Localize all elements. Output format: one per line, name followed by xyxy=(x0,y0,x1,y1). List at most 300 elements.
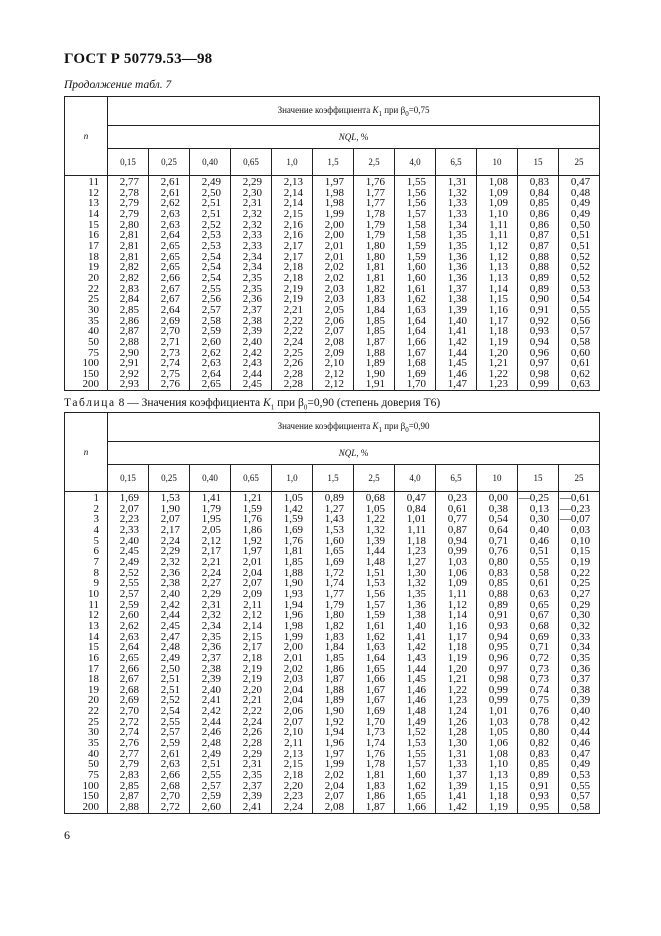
value-cell: 0,35 xyxy=(559,653,600,664)
column-header: 0,40 xyxy=(190,149,231,176)
value-cell: 0,95 xyxy=(518,802,559,813)
value-cell: 2,21 xyxy=(231,695,272,706)
value-cell: 0,53 xyxy=(559,770,600,781)
value-cell: 2,59 xyxy=(149,738,190,749)
value-cell: 2,32 xyxy=(149,557,190,568)
value-cell: 1,56 xyxy=(395,188,436,199)
row-n-cell: 7 xyxy=(65,557,108,568)
table-row xyxy=(65,337,600,348)
table-row xyxy=(65,492,600,504)
value-cell: 2,17 xyxy=(272,252,313,263)
value-cell: 1,85 xyxy=(354,326,395,337)
value-cell: 0,33 xyxy=(559,632,600,643)
row-n-cell: 19 xyxy=(65,685,108,696)
value-cell: 1,39 xyxy=(354,536,395,547)
value-cell: 1,59 xyxy=(272,514,313,525)
value-cell: 2,00 xyxy=(272,642,313,653)
value-cell: 2,45 xyxy=(108,546,149,557)
value-cell: 0,56 xyxy=(559,316,600,327)
value-cell: 2,42 xyxy=(231,348,272,359)
value-cell: 0,68 xyxy=(518,621,559,632)
value-cell: 2,77 xyxy=(108,176,149,188)
value-cell: 1,85 xyxy=(313,653,354,664)
column-header: 0,40 xyxy=(190,465,231,492)
value-cell: 2,24 xyxy=(272,802,313,813)
value-cell: 1,59 xyxy=(231,504,272,515)
row-n-cell: 11 xyxy=(65,600,108,611)
value-cell: 1,68 xyxy=(395,358,436,369)
column-header: 15 xyxy=(518,149,559,176)
value-cell: 2,00 xyxy=(313,220,354,231)
column-header-row xyxy=(65,465,600,492)
value-cell: 0,40 xyxy=(559,706,600,717)
value-cell: 1,59 xyxy=(395,241,436,252)
value-cell: 2,60 xyxy=(108,610,149,621)
value-cell: 1,34 xyxy=(436,220,477,231)
value-cell: 1,42 xyxy=(395,642,436,653)
value-cell: 1,58 xyxy=(395,220,436,231)
value-cell: 2,66 xyxy=(149,273,190,284)
table-row xyxy=(65,241,600,252)
value-cell: 0,89 xyxy=(518,284,559,295)
value-cell: 1,93 xyxy=(272,589,313,600)
value-cell: —0,07 xyxy=(559,514,600,525)
value-cell: 2,55 xyxy=(149,717,190,728)
column-header: 25 xyxy=(559,465,600,492)
value-cell: 2,43 xyxy=(231,358,272,369)
value-cell: 2,93 xyxy=(108,379,149,390)
value-cell: 0,90 xyxy=(518,294,559,305)
nql-header: NQL, % xyxy=(108,442,600,465)
column-header: 0,25 xyxy=(149,149,190,176)
value-cell: 1,55 xyxy=(395,176,436,188)
value-cell: 1,42 xyxy=(272,504,313,515)
value-cell: 2,16 xyxy=(272,220,313,231)
value-cell: 1,41 xyxy=(436,791,477,802)
value-cell: 1,79 xyxy=(354,230,395,241)
row-n-cell: 19 xyxy=(65,262,108,273)
value-cell: 1,13 xyxy=(477,273,518,284)
value-cell: 1,61 xyxy=(395,284,436,295)
value-cell: 2,57 xyxy=(149,727,190,738)
value-cell: 1,87 xyxy=(354,337,395,348)
column-header-row xyxy=(65,149,600,176)
row-n-cell: 150 xyxy=(65,369,108,380)
value-cell: 0,87 xyxy=(518,241,559,252)
row-n-cell: 18 xyxy=(65,252,108,263)
value-cell: 1,64 xyxy=(395,326,436,337)
value-cell: 2,74 xyxy=(149,358,190,369)
value-cell: 1,33 xyxy=(436,759,477,770)
value-cell: 2,82 xyxy=(108,273,149,284)
value-cell: 1,10 xyxy=(477,759,518,770)
value-cell: 1,27 xyxy=(313,504,354,515)
value-cell: 0,54 xyxy=(477,514,518,525)
value-cell: 1,38 xyxy=(436,294,477,305)
value-cell: 1,33 xyxy=(436,198,477,209)
value-cell: 1,36 xyxy=(436,252,477,263)
value-cell: 0,29 xyxy=(559,600,600,611)
value-cell: 2,35 xyxy=(190,632,231,643)
row-n-cell: 8 xyxy=(65,568,108,579)
value-cell: 1,48 xyxy=(395,706,436,717)
value-cell: 2,10 xyxy=(272,727,313,738)
value-cell: 0,23 xyxy=(436,492,477,504)
value-cell: 2,65 xyxy=(149,252,190,263)
value-cell: 0,57 xyxy=(559,326,600,337)
value-cell: 2,35 xyxy=(231,284,272,295)
value-cell: 2,65 xyxy=(149,262,190,273)
value-cell: 0,72 xyxy=(518,653,559,664)
value-cell: 2,24 xyxy=(272,337,313,348)
value-cell: 2,45 xyxy=(149,621,190,632)
value-cell: 1,11 xyxy=(477,220,518,231)
group-header: Значение коэффициента $K_1$ при $\beta_0=0,75$ xyxy=(108,97,600,126)
value-cell: 1,69 xyxy=(395,369,436,380)
table-row xyxy=(65,273,600,284)
value-cell: 1,92 xyxy=(313,717,354,728)
value-cell: 2,55 xyxy=(108,578,149,589)
value-cell: 2,28 xyxy=(272,379,313,390)
value-cell: 2,38 xyxy=(149,578,190,589)
value-cell: 2,07 xyxy=(149,514,190,525)
value-cell: 0,85 xyxy=(518,759,559,770)
value-cell: 0,96 xyxy=(477,653,518,664)
value-cell: 2,40 xyxy=(108,536,149,547)
value-cell: 2,32 xyxy=(231,220,272,231)
value-cell: 1,42 xyxy=(436,802,477,813)
row-n-cell: 15 xyxy=(65,642,108,653)
value-cell: 2,92 xyxy=(108,369,149,380)
value-cell: 1,36 xyxy=(436,273,477,284)
value-cell: 1,40 xyxy=(395,621,436,632)
value-cell: 2,17 xyxy=(231,642,272,653)
value-cell: 2,09 xyxy=(313,348,354,359)
value-cell: 2,03 xyxy=(313,294,354,305)
value-cell: 2,42 xyxy=(149,600,190,611)
table-row xyxy=(65,589,600,600)
value-cell: 2,50 xyxy=(149,664,190,675)
value-cell: 2,64 xyxy=(149,230,190,241)
value-cell: 2,49 xyxy=(190,749,231,760)
value-cell: 1,57 xyxy=(395,209,436,220)
value-cell: 2,00 xyxy=(313,230,354,241)
value-cell: 2,63 xyxy=(149,220,190,231)
value-cell: 2,36 xyxy=(190,642,231,653)
value-cell: 1,99 xyxy=(313,209,354,220)
value-cell: 2,82 xyxy=(108,262,149,273)
value-cell: 2,20 xyxy=(272,781,313,792)
value-cell: 2,36 xyxy=(149,568,190,579)
table7 xyxy=(64,96,600,391)
value-cell: 2,61 xyxy=(149,176,190,188)
value-cell: 1,65 xyxy=(354,664,395,675)
value-cell: 0,74 xyxy=(518,685,559,696)
row-n-cell: 40 xyxy=(65,326,108,337)
value-cell: 0,57 xyxy=(559,791,600,802)
value-cell: 2,51 xyxy=(190,209,231,220)
value-cell: 1,40 xyxy=(436,316,477,327)
value-cell: 1,43 xyxy=(395,653,436,664)
value-cell: 1,18 xyxy=(477,791,518,802)
column-header: 6,5 xyxy=(436,465,477,492)
value-cell: 2,57 xyxy=(190,305,231,316)
value-cell: 2,19 xyxy=(231,664,272,675)
value-cell: 0,58 xyxy=(559,802,600,813)
value-cell: 0,27 xyxy=(559,589,600,600)
value-cell: 1,18 xyxy=(436,642,477,653)
value-cell: 2,36 xyxy=(231,294,272,305)
value-cell: 1,22 xyxy=(477,369,518,380)
value-cell: 1,23 xyxy=(395,546,436,557)
value-cell: 0,83 xyxy=(518,749,559,760)
value-cell: 2,67 xyxy=(149,294,190,305)
value-cell: 0,54 xyxy=(559,294,600,305)
value-cell: 0,52 xyxy=(559,273,600,284)
value-cell: 0,32 xyxy=(559,621,600,632)
row-n-cell: 30 xyxy=(65,727,108,738)
value-cell: 2,29 xyxy=(231,749,272,760)
value-cell: 0,91 xyxy=(477,610,518,621)
value-cell: 1,62 xyxy=(354,632,395,643)
value-cell: 1,18 xyxy=(477,326,518,337)
value-cell: 2,88 xyxy=(108,802,149,813)
value-cell: 2,19 xyxy=(231,674,272,685)
value-cell: 0,67 xyxy=(518,610,559,621)
value-cell: 2,49 xyxy=(190,176,231,188)
value-cell: 1,36 xyxy=(436,262,477,273)
value-cell: 0,93 xyxy=(518,326,559,337)
value-cell: 0,40 xyxy=(518,525,559,536)
row-n-cell: 12 xyxy=(65,610,108,621)
value-cell: 0,75 xyxy=(518,695,559,706)
value-cell: 1,66 xyxy=(395,337,436,348)
value-cell: 0,88 xyxy=(477,589,518,600)
value-cell: 1,67 xyxy=(354,695,395,706)
column-header: 25 xyxy=(559,149,600,176)
value-cell: 2,48 xyxy=(149,642,190,653)
value-cell: 0,76 xyxy=(477,546,518,557)
value-cell: 1,99 xyxy=(313,759,354,770)
value-cell: 2,72 xyxy=(149,802,190,813)
row-n-cell: 75 xyxy=(65,348,108,359)
value-cell: 1,80 xyxy=(313,610,354,621)
value-cell: 2,39 xyxy=(190,674,231,685)
value-cell: 1,32 xyxy=(395,578,436,589)
value-cell: 1,79 xyxy=(190,504,231,515)
value-cell: 0,52 xyxy=(559,262,600,273)
value-cell: 2,07 xyxy=(313,326,354,337)
value-cell: 0,60 xyxy=(559,348,600,359)
value-cell: 2,87 xyxy=(108,791,149,802)
value-cell: 1,17 xyxy=(477,316,518,327)
value-cell: 2,25 xyxy=(272,348,313,359)
value-cell: 2,91 xyxy=(108,358,149,369)
value-cell: 2,12 xyxy=(313,369,354,380)
value-cell: 2,09 xyxy=(231,589,272,600)
value-cell: 2,24 xyxy=(190,568,231,579)
column-header: 4,0 xyxy=(395,465,436,492)
row-n-cell: 16 xyxy=(65,230,108,241)
value-cell: 2,02 xyxy=(313,273,354,284)
value-cell: 1,06 xyxy=(477,738,518,749)
value-cell: 2,49 xyxy=(149,653,190,664)
value-cell: 2,07 xyxy=(313,791,354,802)
value-cell: 0,99 xyxy=(436,546,477,557)
value-cell: 1,81 xyxy=(272,546,313,557)
value-cell: 2,37 xyxy=(231,781,272,792)
value-cell: 2,70 xyxy=(149,326,190,337)
value-cell: 1,76 xyxy=(354,749,395,760)
value-cell: 1,45 xyxy=(436,358,477,369)
row-n-cell: 14 xyxy=(65,209,108,220)
value-cell: 2,19 xyxy=(272,294,313,305)
value-cell: 1,77 xyxy=(354,188,395,199)
value-cell: 1,37 xyxy=(436,284,477,295)
column-header: 0,15 xyxy=(108,149,149,176)
value-cell: 1,05 xyxy=(354,504,395,515)
row-n-cell: 9 xyxy=(65,578,108,589)
value-cell: 1,44 xyxy=(354,546,395,557)
value-cell: 2,85 xyxy=(108,305,149,316)
value-cell: 1,76 xyxy=(354,176,395,188)
value-cell: 2,74 xyxy=(108,727,149,738)
value-cell: 2,40 xyxy=(149,589,190,600)
value-cell: 2,72 xyxy=(108,717,149,728)
value-cell: 1,70 xyxy=(354,717,395,728)
value-cell: 1,76 xyxy=(272,536,313,547)
value-cell: 2,76 xyxy=(149,379,190,390)
value-cell: 1,16 xyxy=(436,621,477,632)
table8 xyxy=(64,412,600,814)
value-cell: 0,69 xyxy=(518,632,559,643)
column-header: 1,5 xyxy=(313,465,354,492)
value-cell: 1,56 xyxy=(395,198,436,209)
value-cell: 1,19 xyxy=(477,802,518,813)
value-cell: 1,89 xyxy=(313,695,354,706)
row-n-cell: 25 xyxy=(65,717,108,728)
value-cell: 0,88 xyxy=(518,262,559,273)
value-cell: 1,69 xyxy=(108,492,149,504)
value-cell: 2,06 xyxy=(313,316,354,327)
value-cell: 0,88 xyxy=(518,252,559,263)
value-cell: 1,11 xyxy=(395,525,436,536)
value-cell: 1,83 xyxy=(354,781,395,792)
value-cell: 2,54 xyxy=(190,252,231,263)
value-cell: 2,11 xyxy=(272,738,313,749)
value-cell: 0,48 xyxy=(559,188,600,199)
column-header: 1,0 xyxy=(272,149,313,176)
value-cell: 0,36 xyxy=(559,664,600,675)
value-cell: 0,89 xyxy=(313,492,354,504)
value-cell: 2,21 xyxy=(190,557,231,568)
value-cell: 1,81 xyxy=(354,770,395,781)
value-cell: 2,07 xyxy=(231,578,272,589)
value-cell: 2,71 xyxy=(149,337,190,348)
value-cell: 1,81 xyxy=(354,262,395,273)
value-cell: 0,93 xyxy=(477,621,518,632)
row-header-n: n xyxy=(65,97,108,176)
value-cell: 0,58 xyxy=(559,337,600,348)
row-n-cell: 10 xyxy=(65,589,108,600)
value-cell: 2,52 xyxy=(190,220,231,231)
value-cell: 1,85 xyxy=(272,557,313,568)
value-cell: 2,44 xyxy=(149,610,190,621)
value-cell: 1,13 xyxy=(477,262,518,273)
value-cell: 0,51 xyxy=(559,241,600,252)
column-header: 6,5 xyxy=(436,149,477,176)
value-cell: 1,22 xyxy=(354,514,395,525)
value-cell: 1,80 xyxy=(354,252,395,263)
value-cell: 2,75 xyxy=(149,369,190,380)
value-cell: 2,06 xyxy=(272,706,313,717)
value-cell: 2,34 xyxy=(190,621,231,632)
value-cell: 2,24 xyxy=(149,536,190,547)
value-cell: 2,14 xyxy=(231,621,272,632)
value-cell: 2,14 xyxy=(272,188,313,199)
value-cell: 1,19 xyxy=(436,653,477,664)
value-cell: 1,23 xyxy=(436,695,477,706)
value-cell: 2,18 xyxy=(272,770,313,781)
value-cell: 0,91 xyxy=(518,781,559,792)
value-cell: 1,63 xyxy=(395,305,436,316)
value-cell: 2,33 xyxy=(231,241,272,252)
value-cell: 1,74 xyxy=(354,738,395,749)
value-cell: 1,03 xyxy=(477,717,518,728)
row-n-cell: 13 xyxy=(65,621,108,632)
value-cell: 1,70 xyxy=(395,379,436,390)
value-cell: 2,14 xyxy=(272,198,313,209)
value-cell: 1,62 xyxy=(395,294,436,305)
value-cell: 1,55 xyxy=(395,749,436,760)
value-cell: 1,42 xyxy=(436,337,477,348)
value-cell: 2,29 xyxy=(190,589,231,600)
value-cell: 2,27 xyxy=(190,578,231,589)
value-cell: 2,15 xyxy=(272,759,313,770)
value-cell: 1,12 xyxy=(436,600,477,611)
value-cell: 2,12 xyxy=(190,536,231,547)
value-cell: 2,12 xyxy=(313,379,354,390)
value-cell: 2,07 xyxy=(272,717,313,728)
value-cell: 2,51 xyxy=(190,198,231,209)
value-cell: 2,62 xyxy=(190,348,231,359)
group-header: Значение коэффициента $K_1$ при $\beta_0=0,90$ xyxy=(108,413,600,442)
value-cell: 1,21 xyxy=(231,492,272,504)
value-cell: 1,35 xyxy=(395,589,436,600)
value-cell: 2,47 xyxy=(149,632,190,643)
value-cell: 1,57 xyxy=(395,759,436,770)
value-cell: 0,84 xyxy=(518,188,559,199)
value-cell: 0,85 xyxy=(518,198,559,209)
value-cell: 2,22 xyxy=(272,326,313,337)
value-cell: 2,31 xyxy=(231,198,272,209)
value-cell: 1,83 xyxy=(313,632,354,643)
value-cell: 2,08 xyxy=(313,337,354,348)
value-cell: 2,86 xyxy=(108,316,149,327)
value-cell: 2,66 xyxy=(108,664,149,675)
value-cell: 0,50 xyxy=(559,220,600,231)
value-cell: 1,60 xyxy=(395,770,436,781)
value-cell: 2,59 xyxy=(108,600,149,611)
value-cell: 2,41 xyxy=(190,695,231,706)
value-cell: 1,86 xyxy=(313,664,354,675)
value-cell: 2,01 xyxy=(231,557,272,568)
value-cell: 1,32 xyxy=(354,525,395,536)
value-cell: 2,41 xyxy=(231,802,272,813)
value-cell: 0,94 xyxy=(518,337,559,348)
value-cell: 1,96 xyxy=(313,738,354,749)
value-cell: 1,28 xyxy=(436,727,477,738)
